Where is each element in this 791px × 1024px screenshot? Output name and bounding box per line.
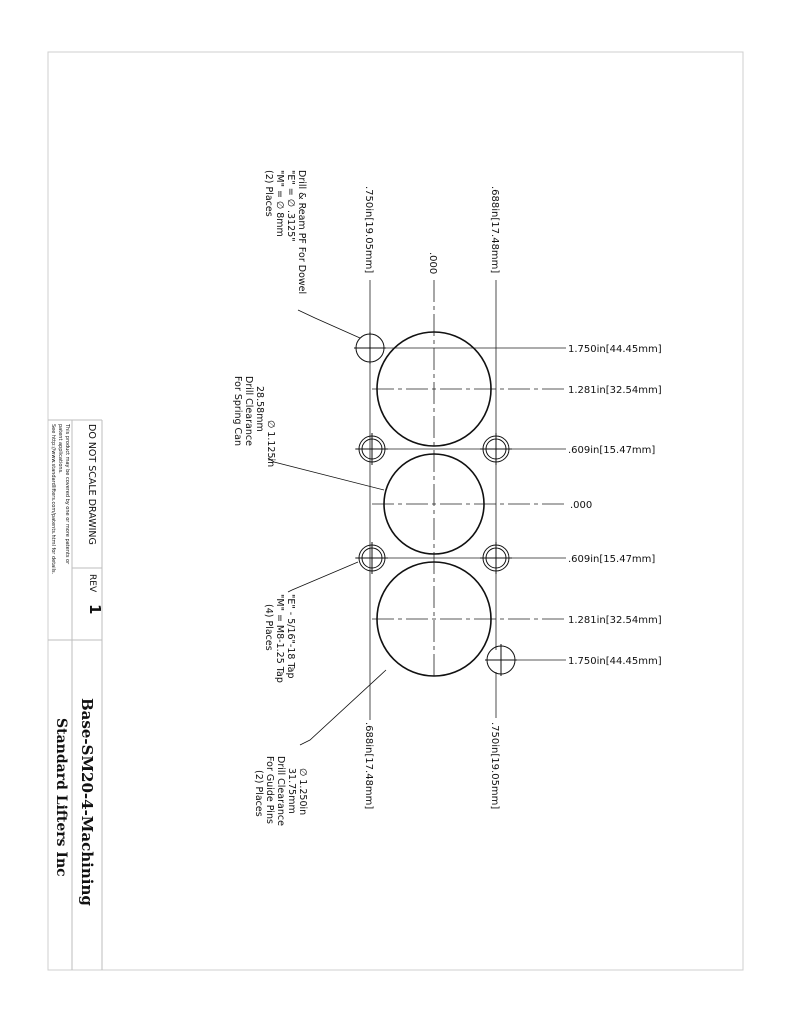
dim-bottom-1: .688in[17.48mm]: [363, 722, 374, 810]
do-not-scale-note: DO NOT SCALE DRAWING: [86, 424, 97, 545]
svg-text:∅ 1.125in: ∅ 1.125in: [265, 420, 276, 468]
dim-right-5: .609in[15.47mm]: [568, 554, 656, 565]
dimensions-bottom: [363, 722, 500, 809]
svg-text:"E" - 5/16"-18 Tap: "E" - 5/16"-18 Tap: [285, 594, 296, 679]
dim-right-1: 1.750in[44.45mm]: [568, 344, 662, 355]
dimensions-right: [568, 344, 662, 667]
patent-line-3: See http://www.standardlifters.com/patents.html for details.: [50, 424, 56, 575]
svg-text:Drill & Ream PF For Dowel: Drill & Ream PF For Dowel: [296, 170, 307, 295]
svg-text:Drill Clearance: Drill Clearance: [243, 376, 254, 446]
svg-text:31.75mm: 31.75mm: [286, 768, 297, 814]
svg-text:28.58mm: 28.58mm: [254, 386, 265, 432]
company-name: Standard Lifters Inc: [53, 718, 69, 877]
dim-right-3: .609in[15.47mm]: [568, 445, 656, 456]
svg-text:∅ 1.250in: ∅ 1.250in: [297, 768, 308, 816]
dim-right-7: 1.750in[44.45mm]: [568, 656, 662, 667]
svg-text:For Spring Can: For Spring Can: [232, 376, 243, 447]
dim-top-1: .750in[19.05mm]: [363, 186, 374, 274]
rev-value: 1: [86, 604, 104, 615]
dim-right-6: 1.281in[32.54mm]: [568, 615, 662, 626]
svg-text:"M" = ∅ 8mm: "M" = ∅ 8mm: [274, 170, 285, 237]
svg-text:Drill Clearance: Drill Clearance: [275, 756, 286, 826]
note-tap: [263, 594, 296, 683]
svg-text:(2) Places: (2) Places: [263, 170, 274, 217]
svg-text:(2) Places: (2) Places: [253, 770, 264, 817]
dim-bottom-2: .750in[19.05mm]: [489, 722, 500, 810]
title-block: [48, 420, 104, 970]
svg-text:"E" = ∅ .3125": "E" = ∅ .3125": [285, 170, 296, 242]
dimensions-top: [363, 186, 500, 274]
dim-top-2: .000: [427, 252, 438, 275]
drawing-title: Base-SM20-4-Machining: [78, 698, 96, 906]
svg-text:For Guide Pins: For Guide Pins: [264, 756, 275, 824]
svg-text:"M" = M8-1.25 Tap: "M" = M8-1.25 Tap: [274, 594, 285, 683]
centerlines: [355, 280, 566, 720]
note-guide-pins: [253, 756, 308, 826]
dim-top-3: .688in[17.48mm]: [489, 186, 500, 274]
patent-line-2: patent applications.: [57, 424, 63, 474]
rev-label: REV: [87, 574, 97, 593]
dim-right-2: 1.281in[32.54mm]: [568, 385, 662, 396]
note-dowel: [263, 170, 307, 294]
patent-line-1: This product may be covered by one or more patents or: [64, 424, 70, 565]
svg-text:(4) Places: (4) Places: [263, 604, 274, 651]
sheet-border: [48, 52, 743, 970]
note-spring-can: [232, 376, 276, 467]
dim-right-4: .000: [570, 500, 593, 511]
